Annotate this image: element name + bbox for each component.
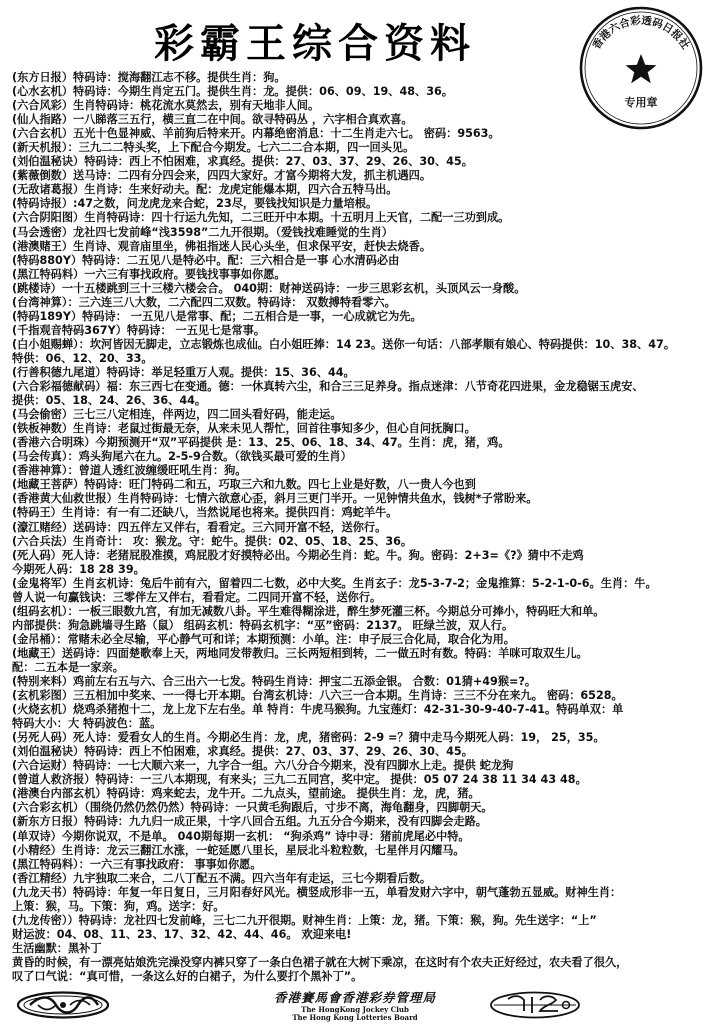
text-line: (港澳台内部玄机）特码诗：鸡来蛇去，龙牛开。二九点头，望前途。 提供生肖：龙，虎，猪。 [12, 787, 480, 801]
text-line: 特码大小：大 特码波色：蓝。 [12, 717, 162, 731]
organization-name-en-2: The Hong Kong Lotteries Board [292, 1013, 418, 1022]
text-line: (千指观音特码367Y）特码诗： 一五见七是常事。 [12, 323, 266, 337]
text-line: (黑江特码料）一六三有事找政府。要钱找事事如你愿。 [12, 267, 286, 281]
text-line: (小精经）生肖诗：龙云三翻江水涨，一蛇延愿八里长，星辰北斗粒粒数，七星伴月闪耀马。 [12, 843, 465, 857]
text-line: (六合彩福德献码）福：东三西七在变通。德：一休真转六尘，和合三三足养身。指点迷津：八节奇花四进果，金龙稳锯玉虎安、 [12, 380, 644, 394]
text-line: (东方日报）特码诗：搅海翻江志不移。提供生肖：狗。 [12, 71, 286, 84]
text-line: (六合风彩）生肖特码诗：桃花流水莫然去，别有天地非人间。 [12, 99, 320, 113]
stamp-ring-text: 香港六合彩透码日报社 [590, 14, 692, 52]
text-line: (马会传真）：鸡头狗尾六在九。2-5-9合数。（欲钱买最可爱的生肖） [12, 450, 352, 464]
text-line: (特码189Y）特码诗： 一五见八是常事、配；二五相合是一事，一心成就它为先。 [12, 309, 422, 323]
text-line: 特供：06、12、20、33。 [12, 351, 153, 365]
page-title: 彩霸王综合资料 [154, 20, 476, 67]
text-line: (新天机报）：三九二二特头奖，上下配合今期发。七六二二合本期，四一回头见。 [12, 141, 415, 155]
text-line: (六合玄机）五光十色显神威、羊前狗后特来开。内幕绝密消息：十二生肖走六七。 密码：9563。 [12, 127, 500, 141]
text-line: (九龙天书）特码诗：年复一年日复日，三月阳春好风光。横竖成形非一五，单看发财六字中，朝气蓬勃五显威。财神生肖： [12, 885, 622, 899]
text-line: (心水玄机）特码诗：今期生肖定五门。提供生肖：龙。提供：06、09、19、48、36。 [12, 85, 453, 99]
text-line: (地藏王）送码诗：四面楚歌奉上天，两地同发带教归。三长两短相到转，二一做五时有数。特码：羊咪可取双生儿。 [12, 646, 588, 660]
text-line: (单双诗）今期你说双，不是单。 040期每期一玄机： “狗杀鸡” 诗中寻：猪前虎尾必中特。 [12, 829, 470, 843]
tips-text-body [12, 71, 698, 987]
text-line: (濠江赌经）送码诗：四五伴左又伴右，看看定。三六同开富不轻，送你行。 [12, 520, 387, 534]
text-line: (特码诗报）:47之数，问龙虎龙来合蛇，23尽，要钱找知识是力量培根。 [12, 197, 378, 211]
text-line: (跳楼诗）一十五楼跳到三十三楼六楼会合。 040期：财神送码诗：一步三思彩玄机，头顶风云一身酸。 [12, 281, 526, 295]
organization-name [230, 990, 480, 1022]
text-line: (刘伯温秘诀）特码诗：西上不怕困难，求真经。提供：27、03、37、29、26、30、45。 [12, 155, 473, 169]
text-line: 曾人说一句赢钱诀：三零伴左又伴右，看看定。二四同开富不轻，送你行。 [12, 590, 382, 604]
text-line: (特码880Y）特码诗：二五见八是特必中。配：三六相合是一事 心水清码必由 [12, 253, 400, 267]
text-line: (仙人指路）一八睇落三五行，横三直二在中间。欲寻特码丛 ，六字相合真欢喜。 [12, 113, 413, 127]
text-line: 内部提供：狗急跳墙寻生路（鼠） 组码玄机：特码玄机字：“巫”密码：2137。 旺绿兰波，双人行。 [12, 618, 514, 632]
organization-name-cn: 香港賽馬會香港彩券管理局 [273, 990, 436, 1005]
text-line: (马会偷密）三七三八定相连，伴两边，四二回头看好码，能走运。 [12, 408, 342, 422]
jockey-club-emblem-icon [16, 991, 110, 1019]
text-line: (紫薇倒数）送马诗：二四有分四会来，四四大家好。才富今期将大发，抓主机遇四。 [12, 169, 432, 183]
text-line: (香港神算）：曾道人透红波缠缓旺吼生肖：狗。 [12, 464, 247, 478]
text-line: (地藏王菩萨）特码诗：旺门特码二和五，巧取三六和九数。四七上业是好数，八一贵人今也到 [12, 478, 476, 492]
text-line: (新东方日报）特码诗：九九归一成正果，十字八回合五组。九五分合今期来，没有四脚会走路。 [12, 815, 487, 829]
text-line: (六合兵法）生肖奇计： 攻：猴龙。守：蛇牛。提供：02、05、18、25、36。 [12, 534, 413, 548]
text-line: 配：二五本是一家亲。 [12, 660, 124, 674]
text-line: (香港六合明珠）今期预测开“双”平码提供 是：13、25、06、18、34、47。生肖：虎，猪，鸡。 [12, 436, 510, 450]
stamp-bottom-text: 专用章 [624, 96, 658, 109]
text-line: (曾道人救济报）特码诗：一三八本期现，有来头；三九二五同宫，奖中定。 提供：05 07 24 38 11 34 43 48。 [12, 773, 587, 787]
text-line: (六合阴阳图）生肖特码诗：四十行运九先知，二三旺开中本期。十五明月上天官，二配一三功到成。 [12, 211, 510, 225]
text-line: (白小姐赐蝉）：坎河皆因无脚走，立志锻炼也成仙。白小姐旺捧：14 23。送你一句话：八部孝顺有娘心、特码提供：10、38、47。 [12, 337, 676, 351]
text-line: (九龙传密））特码诗：龙社四七发前峰，三七二九开很期。财神生肖：上策：龙，猪。下策：猴，狗。先生送字：“上” [12, 913, 597, 927]
text-line: (香江精经）九宇独取二来合，二八丁配五不满。四六当年有走运，三七今期看后数。 [12, 871, 432, 885]
text-line: (刘伯温秘诀）特码诗：西上不怕困难，求真经。提供：27、03、37、29、26、30、45。 [12, 745, 473, 759]
text-line: 上策：猴，马。下策：狗，鸡。送字：好。 [12, 899, 225, 913]
text-line: (黑江特码料）：一六三有事找政府： 事事如你愿。 [12, 857, 262, 871]
text-line: (组码玄机）：一板三眼数九宫，有加无减数八卦。平生难得糊涂进，醉生梦死灌三杯。今期总分可捧小，特码旺大和单。 [12, 604, 605, 618]
text-line: (火烧玄机）烧鸡杀猪抱十二，龙上龙下左右坐。单 特肖：牛虎马猴狗。九宝莲灯：42-31-30-9-40-7-41。特码单双：单 [12, 703, 624, 717]
text-line: (六合运财）特码诗：一七大顺六来一，九字合一组。六八分合今期来，没有四脚水上走。提供 蛇龙狗 [12, 759, 514, 773]
text-line: 黄昏的时候，有一漂亮姑娘洗完澡没穿内裤只穿了一条白色裙子就在大树下乘凉，在这时有个农夫正好经过，农夫看了很久， [12, 955, 628, 969]
text-line: (香港黄大仙救世报）生肖特码诗：七情六欲意心歪，斜月三更门半开。一见钟情共鱼水，钱树*子常盼来。 [12, 492, 538, 506]
text-line: 提供：05、18、24、26、36、44。 [12, 394, 207, 408]
text-line: 今期死人码：18 28 39。 [12, 562, 145, 576]
text-line: (六合彩玄机）（围绕仍然仍然仍然）特码诗：一只黄毛狗跟后，寸步不离，海龟翻身，四脚朝天。 [12, 801, 493, 815]
footer [0, 988, 709, 1024]
text-line: (港澳赌王）生肖诗、观音庙里坐，佛祖指迷人民心头坐，但求保平安，赶快去烧香。 [12, 239, 432, 253]
text-line: (金吊桶）：常赌未必全尽输，平心静气可和详；本期预测：小单。注：申子辰三合化局，取合化为用。 [12, 632, 515, 646]
text-line: (铁板神数）生肖诗：老鼠过街最无奈，从来未见人帮忙，回首往事知多少，但心自问抚胸口。 [12, 422, 476, 436]
text-line: (另死人码）死人诗：爱看女人的生肖。今期必生肖：龙，虎，猪密码：2-9 =？猜中走马今期死人码：19， 25，35。 [12, 731, 605, 745]
text-line: 财运波：04、08、11、23、17、32、42、44、46。 欢迎来电! [12, 927, 352, 941]
text-line: (金鬼将军）生肖玄机诗：兔后牛前有六，留着四二七数，必中大奖。生肖玄子：龙5-3-7-2；金鬼推算：5-2-1-0-6。生肖：牛。 [12, 576, 657, 590]
text-line: (无敌诸葛报）生肖诗：生来好动夫。配：龙虎定能爆本期，四六合五特马出。 [12, 183, 398, 197]
text-line: (死人码）死人诗：老猪屁股准摸，鸡屁股才好摸特必出。今期必生肖：蛇。牛。狗。密码：2+3=《?》猜中不走鸡 [12, 548, 584, 562]
lotteries-board-emblem-icon [488, 991, 582, 1019]
text-line: (特码王）生肖诗：有一有二还缺八，当然说尾也将来。提供四肖：鸡蛇羊牛。 [12, 506, 398, 520]
text-line: (行善积德九尾道）特码诗：举足轻重万人观。提供：15、36、44。 [12, 365, 355, 379]
text-line: 生活幽默：黑补丁 [12, 941, 102, 955]
organization-name-en-1: The HongKong Jockey Club [301, 1005, 409, 1014]
text-line: (台湾神算）：三六连三八大数，二六配四二双数。特码诗： 双数搏特看零六。 [12, 295, 396, 309]
text-line: (特别来料）鸡前左右五与六、合三出六一七发。特码生肖诗：押宝二五添金银。 合数：01猜+49猴=?。 [12, 675, 537, 689]
text-line: 叹了口气说：“真可惜，一条这么好的白裙子，为什么要打个黑补丁”。 [12, 970, 363, 983]
text-line: (马会透密）龙社四七发前峰“浅3598”二九开很期。（爱钱找难睡觉的生肖） [12, 225, 393, 239]
text-line: (玄机彩图）三五相加中奖来、一一得七开本期。台湾玄机诗：八六三一合本期。生肖诗：三三不分在来九。 密码：6528。 [12, 689, 623, 703]
